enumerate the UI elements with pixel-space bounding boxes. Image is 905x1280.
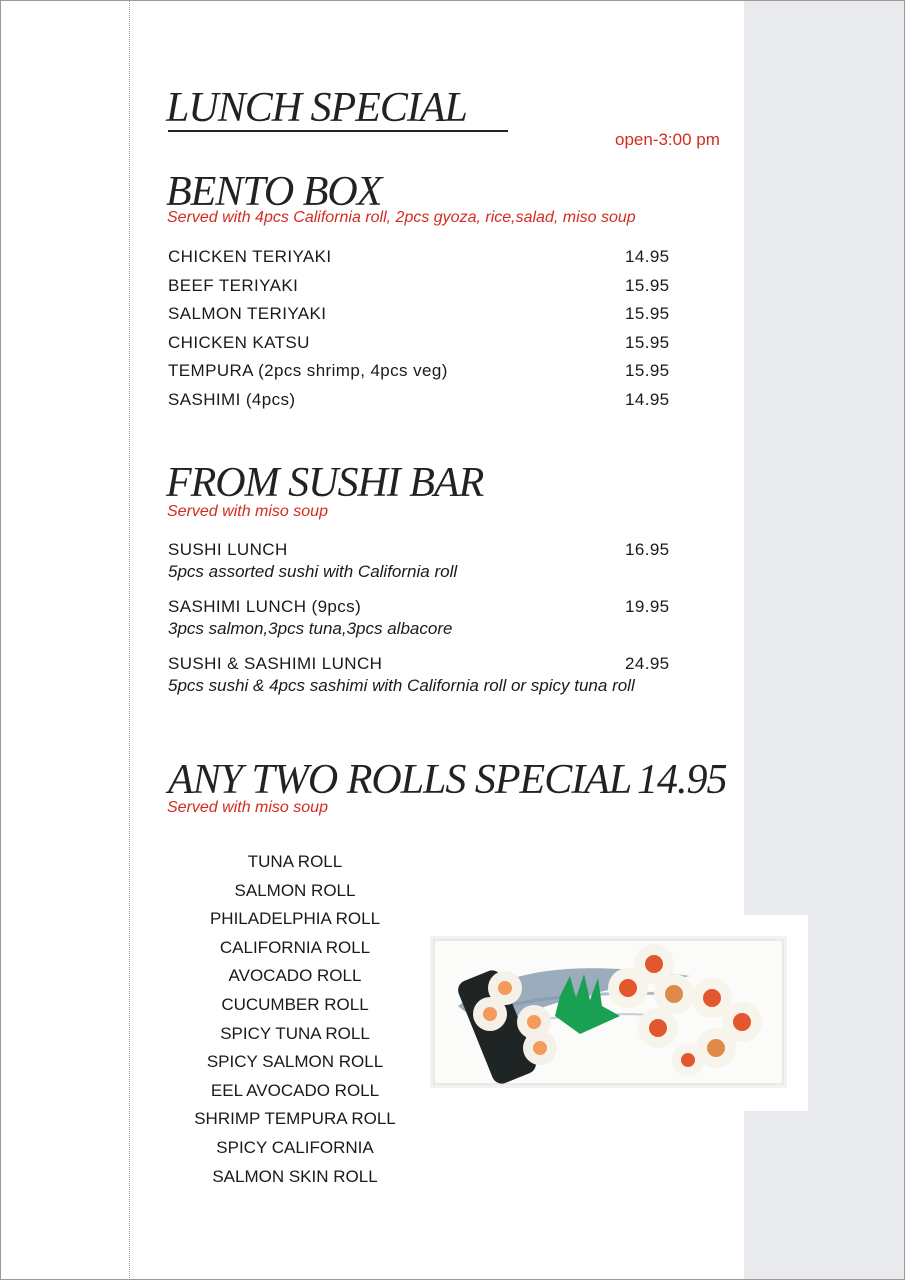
menu-item-name: BEEF TERIYAKI <box>168 276 299 295</box>
menu-item-name: SALMON TERIYAKI <box>168 304 327 323</box>
roll-option: SPICY CALIFORNIA <box>216 1137 374 1157</box>
menu-item-price: 15.95 <box>625 361 670 380</box>
menu-item-price: 19.95 <box>625 597 670 616</box>
roll-option: SPICY TUNA ROLL <box>220 1023 370 1043</box>
title-underline <box>168 130 508 132</box>
sushi-bar-note: Served with miso soup <box>167 503 328 520</box>
roll-option: SPICY SALMON ROLL <box>206 1052 384 1072</box>
sushi-bar-heading: FROM SUSHI BAR <box>166 460 484 506</box>
roll-option: CALIFORNIA ROLL <box>219 937 371 957</box>
roll-option: AVOCADO ROLL <box>228 966 362 986</box>
menu-item-name: SUSHI & SASHIMI LUNCH <box>168 654 383 673</box>
sushi-rolls-photo <box>430 936 787 1088</box>
roll-option: SALMON SKIN ROLL <box>212 1166 378 1186</box>
roll-option: SHRIMP TEMPURA ROLL <box>194 1109 396 1129</box>
menu-item-description: 3pcs salmon,3pcs tuna,3pcs albacore <box>168 619 453 638</box>
menu-item-name: SASHIMI (4pcs) <box>168 390 296 409</box>
menu-item-price: 14.95 <box>625 247 670 266</box>
menu-item-price: 15.95 <box>625 304 670 323</box>
menu-item-description: 5pcs sushi & 4pcs sashimi with California roll or spicy tuna roll <box>168 676 635 695</box>
rolls-special-price: 14.95 <box>637 757 727 803</box>
roll-option: PHILADELPHIA ROLL <box>209 909 381 929</box>
menu-item-name: CHICKEN KATSU <box>168 333 310 352</box>
menu-item-price: 16.95 <box>625 540 670 559</box>
menu-item-name: CHICKEN TERIYAKI <box>168 247 332 266</box>
menu-item-description: 5pcs assorted sushi with California roll <box>168 562 458 581</box>
roll-options-list <box>190 848 400 1191</box>
menu-item-name: TEMPURA (2pcs shrimp, 4pcs veg) <box>168 361 448 380</box>
menu-item-price: 14.95 <box>625 390 670 409</box>
menu-item-price: 15.95 <box>625 333 670 352</box>
menu-item-name: SUSHI LUNCH <box>168 540 288 559</box>
bento-box-heading: BENTO BOX <box>166 169 382 215</box>
hours-label: open-3:00 pm <box>615 130 720 149</box>
rolls-special-heading: ANY TWO ROLLS SPECIAL <box>168 757 632 803</box>
roll-option: SALMON ROLL <box>234 880 356 900</box>
roll-option: TUNA ROLL <box>247 852 343 871</box>
menu-item-price: 15.95 <box>625 276 670 295</box>
menu-item-name: SASHIMI LUNCH (9pcs) <box>168 597 362 616</box>
roll-option: EEL AVOCADO ROLL <box>210 1080 380 1100</box>
page-title: LUNCH SPECIAL <box>166 85 467 131</box>
roll-option: CUCUMBER ROLL <box>221 994 369 1014</box>
rolls-special-note: Served with miso soup <box>167 799 328 816</box>
menu-item-price: 24.95 <box>625 654 670 673</box>
bento-box-note: Served with 4pcs California roll, 2pcs gyoza, rice,salad, miso soup <box>167 209 636 226</box>
